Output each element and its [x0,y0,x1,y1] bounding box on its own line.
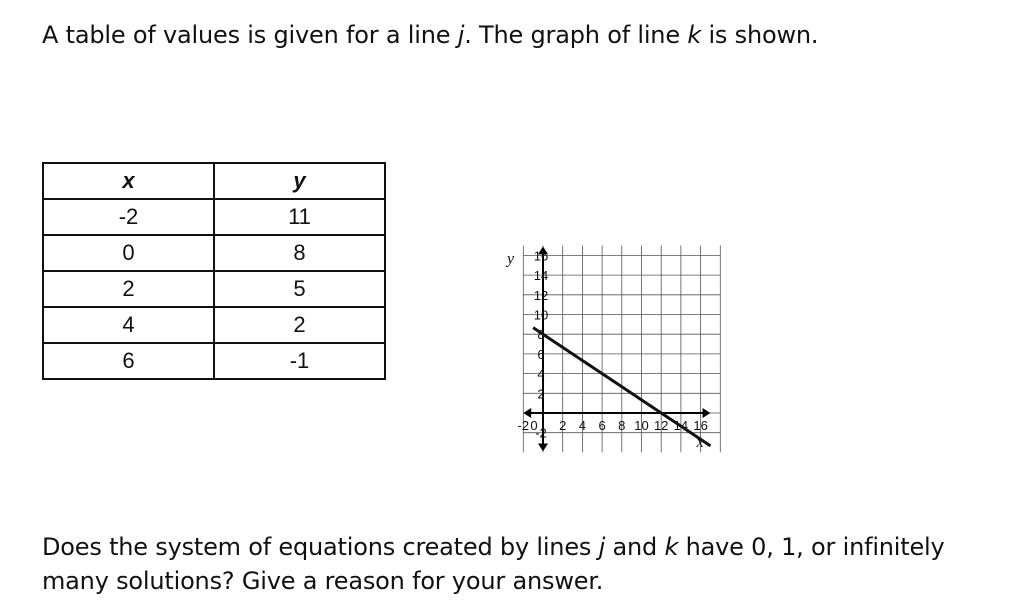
x-tick-label: 14 [673,418,689,433]
table-cell-x: 0 [43,235,214,271]
y-axis-bottom-arrow [538,444,548,452]
table-cell-x: 6 [43,343,214,379]
table-cell-y: 8 [214,235,385,271]
prompt-text-2: . The graph of line [464,21,688,49]
table-cell-y: 11 [214,199,385,235]
y-axis-label: y [507,250,515,268]
y-tick-label: 2 [537,386,545,402]
x-axis-right-arrow [703,408,711,418]
x-tick-label: -2 [517,418,530,433]
question-text-3: have 0, 1, or infinitely many solutions? Give a reason for your answer. [42,533,945,595]
table-row [43,343,385,379]
y-tick-label: 8 [537,327,545,343]
values-table [42,162,386,380]
question-text-1: Does the system of equations created by lines [42,533,599,561]
prompt-line-j: j [457,21,465,49]
problem-prompt [42,18,818,52]
question-text [42,530,1002,598]
y-tick-label: 14 [533,268,549,284]
y-tick-label: 10 [533,307,549,323]
question-line-j: j [598,533,606,561]
x-tick-label: 0 [530,418,538,433]
x-tick-label: 12 [653,418,669,433]
x-tick-label: 2 [559,418,567,433]
y-tick-label: 6 [537,346,545,362]
table-cell-x: -2 [43,199,214,235]
x-axis-label: x [696,434,704,451]
x-axis-left-arrow [523,408,531,418]
y-tick-label: 12 [533,287,549,303]
table-cell-y: 2 [214,307,385,343]
y-tick-label: 16 [533,248,549,264]
table-cell-y: 5 [214,271,385,307]
x-tick-label: 10 [634,418,649,433]
prompt-line-k: k [687,21,702,49]
table-header-x: x [43,163,214,199]
line-k-graph [476,88,886,488]
table-row [43,199,385,235]
x-tick-label: 16 [693,418,708,433]
table-header-y: y [214,163,385,199]
question-text-2: and [605,533,665,561]
x-tick-label: 6 [598,418,606,433]
y-tick-label: 4 [537,366,545,382]
table-header-row [43,163,385,199]
y-tick-label: -2 [535,425,547,441]
table-row [43,271,385,307]
x-tick-label: 4 [578,418,587,433]
table-cell-x: 4 [43,307,214,343]
prompt-text-1: A table of values is given for a line [42,21,458,49]
graph-tick-labels [518,248,708,440]
table-row [43,235,385,271]
prompt-text-3: is shown. [701,21,819,49]
table-row [43,307,385,343]
x-tick-label: 8 [618,418,626,433]
table-cell-x: 2 [43,271,214,307]
table-cell-y: -1 [214,343,385,379]
question-line-k: k [664,533,679,561]
